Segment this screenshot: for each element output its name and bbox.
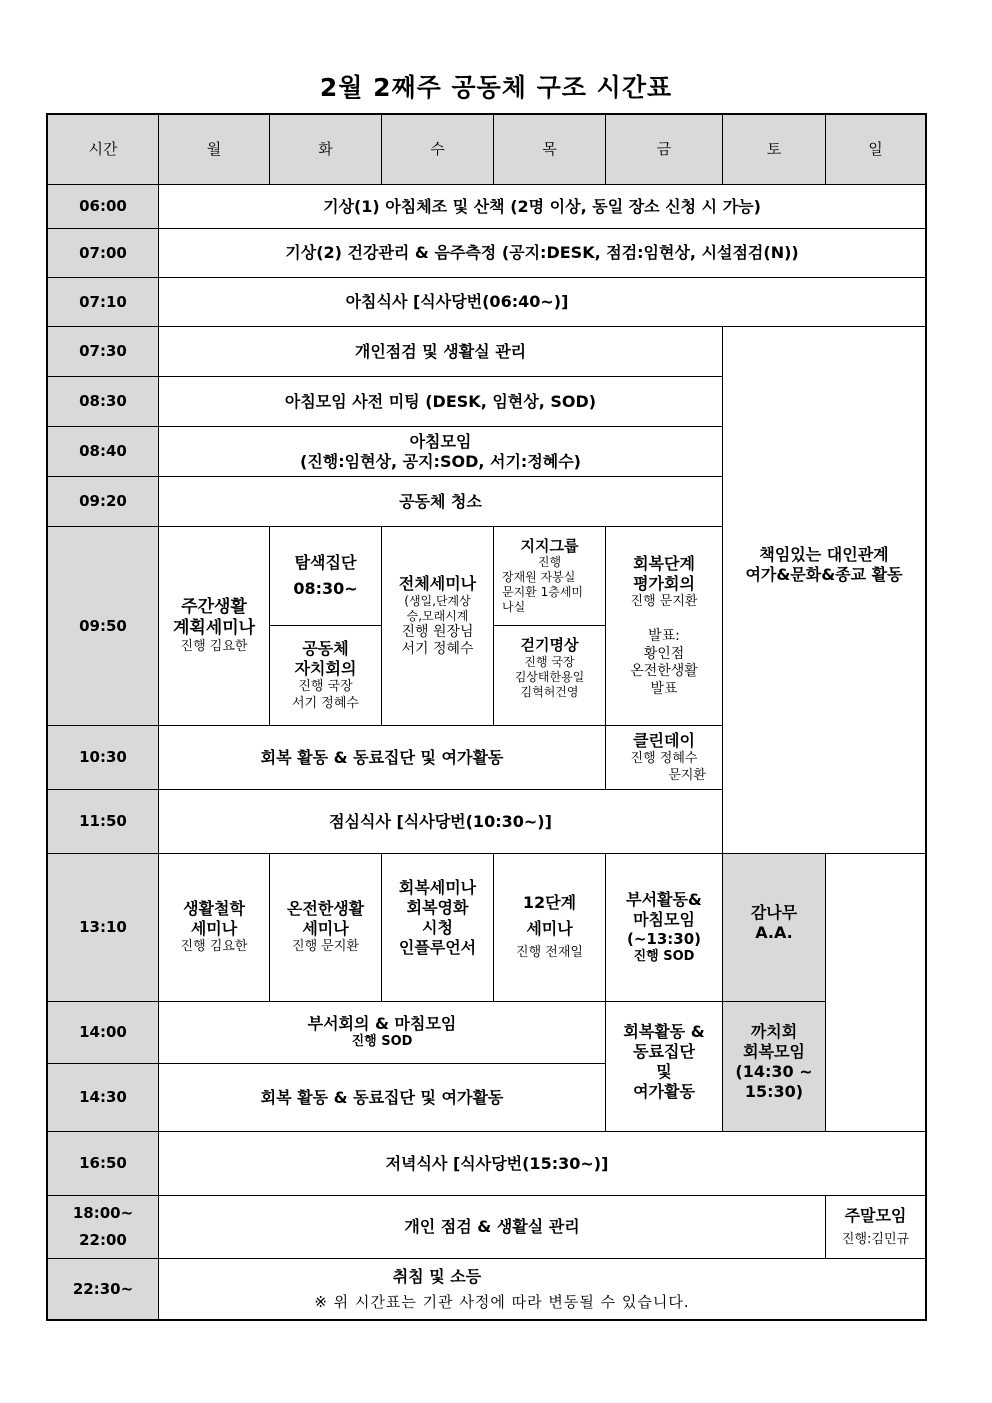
- cell-line: (14:30 ~: [735, 1061, 813, 1081]
- weekend-block-line2: 여가&문화&종교 활동: [745, 565, 903, 584]
- cell-1030-fri: [606, 726, 723, 790]
- cell-line: 장재원 자봉실: [502, 570, 576, 585]
- cell-line: 부서활동&: [626, 890, 702, 909]
- weekend-block: [723, 327, 925, 854]
- time-2230: 22:30~: [48, 1259, 159, 1319]
- cell-title: 걷기명상: [520, 636, 579, 655]
- cell-time: 08:30~: [293, 579, 358, 598]
- cell-1310-thu: [494, 854, 606, 1002]
- cell-title: 취침 및 소등: [392, 1266, 482, 1286]
- cell-title: 탐색집단: [294, 553, 357, 572]
- header-thu: 목: [494, 115, 606, 185]
- cell-line: 회복모임: [743, 1041, 805, 1061]
- cell-line: 회복영화: [406, 897, 469, 917]
- cell-title: 부서회의 & 마침모임: [307, 1014, 457, 1034]
- header-fri: 금: [606, 115, 723, 185]
- cell-line: A.A.: [755, 922, 793, 942]
- row-0710-activity: 아침식사 [식사당번(06:40~)]: [159, 278, 925, 327]
- header-sun: 일: [826, 115, 925, 185]
- cell-leader: 문지환: [668, 767, 706, 783]
- cell-leader: 진행 정혜수: [630, 751, 698, 767]
- time-1430: 14:30: [48, 1064, 159, 1132]
- cell-1310-sun-empty: [826, 854, 925, 1132]
- cell-leader: 진행 문지환: [292, 939, 359, 955]
- cell-line: 까치회: [750, 1021, 798, 1041]
- cell-present: 황인점: [643, 645, 685, 662]
- cell-title: 세미나: [302, 919, 349, 939]
- cell-line: 나실: [502, 600, 526, 615]
- cell-leader: 진행 SOD: [351, 1034, 413, 1050]
- cell-title: 주간생활: [181, 596, 247, 617]
- header-wed: 수: [382, 115, 494, 185]
- time-1150: 11:50: [48, 790, 159, 854]
- time-1400: 14:00: [48, 1002, 159, 1064]
- cell-leader: 진행 국장: [524, 654, 575, 669]
- cell-leader: 진행 김요한: [180, 939, 248, 955]
- cell-1400-sat: [723, 1002, 826, 1132]
- time-0920: 09:20: [48, 477, 159, 527]
- cell-leader: 진행: [537, 555, 562, 570]
- cell-0950-wed: [382, 527, 494, 726]
- cell-0950-tue-top: [270, 527, 382, 626]
- cell-present: 온전한생활: [630, 663, 698, 680]
- row-1400-activity: [159, 1002, 606, 1064]
- cell-leader: 진행 SOD: [633, 948, 695, 964]
- cell-0950-tue-bottom: [270, 626, 382, 726]
- cell-line: 인플루언서: [398, 937, 477, 957]
- cell-line: 회복활동 &: [623, 1021, 705, 1041]
- cell-1400-fri: [606, 1002, 723, 1132]
- cell-line: 여가활동: [633, 1081, 695, 1101]
- time-1310: 13:10: [48, 854, 159, 1002]
- cell-secretary: 서기 정혜수: [292, 695, 359, 711]
- cell-line: 동료집단: [633, 1041, 695, 1061]
- cell-present: 발표: [650, 680, 678, 697]
- cell-1310-fri: [606, 854, 723, 1002]
- cell-0950-fri: [606, 527, 723, 726]
- cell-line: 김상태한용일: [514, 669, 585, 684]
- cell-leader: 진행 전재일: [516, 945, 583, 961]
- weekend-block-line1: 책임있는 대인관계: [759, 545, 889, 564]
- cell-0950-thu-bottom: [494, 626, 606, 726]
- cell-line: (~13:30): [626, 930, 702, 948]
- cell-title: 12단계: [522, 893, 577, 913]
- header-mon: 월: [159, 115, 270, 185]
- time-1030: 10:30: [48, 726, 159, 790]
- row-1150-activity: 점심식사 [식사당번(10:30~)]: [159, 790, 723, 854]
- row-1650-activity: 저녁식사 [식사당번(15:30~)]: [159, 1132, 925, 1196]
- header-sat: 토: [723, 115, 826, 185]
- cell-line: 김혁허건영: [520, 684, 579, 699]
- row-0600-activity: 기상(1) 아침체조 및 산책 (2명 이상, 동일 장소 신청 시 가능): [159, 185, 925, 229]
- cell-title: 클린데이: [633, 731, 695, 751]
- cell-line: 마침모임: [633, 910, 695, 929]
- header-tue: 화: [270, 115, 382, 185]
- time-0730: 07:30: [48, 327, 159, 377]
- cell-title: 공동체: [302, 639, 349, 659]
- cell-line: 시청: [422, 917, 453, 937]
- time-0710: 07:10: [48, 278, 159, 327]
- time-1800: [48, 1196, 159, 1259]
- cell-line: 문지환 1층세미: [502, 585, 584, 600]
- cell-present-label: 발표:: [648, 628, 680, 645]
- row-0920-activity: 공동체 청소: [159, 477, 723, 527]
- cell-title: 지지그룹: [520, 536, 579, 555]
- row-0700-activity: 기상(2) 건강관리 & 음주측정 (공지:DESK, 점검:임현상, 시설점검(N)): [159, 229, 925, 278]
- cell-title: 생활철학: [183, 899, 245, 919]
- header-time: 시간: [48, 115, 159, 185]
- cell-0950-thu-top: [494, 527, 606, 626]
- time-0700: 07:00: [48, 229, 159, 278]
- time-0830: 08:30: [48, 377, 159, 427]
- cell-1310-sat: [723, 854, 826, 1002]
- row-0840-activity: [159, 427, 723, 477]
- cell-title: 평가회의: [633, 573, 695, 593]
- row-1800-activity: 개인 점검 & 생활실 관리: [159, 1196, 826, 1259]
- cell-1310-mon: [159, 854, 270, 1002]
- time-0840: 08:40: [48, 427, 159, 477]
- time-0950: 09:50: [48, 527, 159, 726]
- cell-title: 계획세미나: [172, 617, 256, 638]
- row-0730-activity: 개인점검 및 생활실 관리: [159, 327, 723, 377]
- time-0600: 06:00: [48, 185, 159, 229]
- row-0840-title: 아침모임: [409, 431, 472, 451]
- row-2230-activity: [159, 1259, 925, 1319]
- schedule-table: [46, 113, 927, 1321]
- cell-title: 주말모임: [844, 1205, 907, 1225]
- time-1800-start: 18:00~: [72, 1204, 134, 1223]
- cell-title: 세미나: [526, 919, 573, 939]
- cell-leader: 진행 원장님: [401, 623, 474, 640]
- cell-leader: 진행 김요한: [180, 639, 248, 655]
- cell-line: 회복세미나: [398, 877, 477, 897]
- cell-leader: 진행 국장: [298, 679, 353, 695]
- cell-line: 및: [656, 1061, 672, 1081]
- cell-leader: 진행 문지환: [630, 593, 698, 609]
- row-1430-activity: 회복 활동 & 동료집단 및 여가활동: [159, 1064, 606, 1132]
- row-0830-activity: 아침모임 사전 미팅 (DESK, 임현상, SOD): [159, 377, 723, 427]
- cell-0950-mon: [159, 527, 270, 726]
- cell-title: 세미나: [190, 919, 238, 939]
- cell-sub: 승,모래시계: [406, 608, 469, 623]
- cell-title: 회복단계: [633, 553, 695, 573]
- cell-sub: (생일,단계상: [404, 593, 471, 608]
- cell-1800-sun: [826, 1196, 925, 1259]
- cell-line: 감나무: [750, 902, 798, 922]
- cell-title: 온전한생활: [286, 899, 365, 919]
- schedule-note: ※ 위 시간표는 기관 사정에 따라 변동될 수 있습니다.: [314, 1292, 690, 1311]
- row-0840-detail: (진행:임현상, 공지:SOD, 서기:정혜수): [300, 451, 581, 471]
- cell-1310-wed: [382, 854, 494, 1002]
- time-1800-end: 22:00: [79, 1231, 127, 1249]
- cell-title: 자치회의: [294, 659, 357, 679]
- cell-line: 15:30): [744, 1081, 804, 1101]
- page-title: 2월 2째주 공동체 구조 시간표: [319, 73, 673, 102]
- cell-leader: 진행:김민규: [841, 1231, 910, 1247]
- cell-1310-tue: [270, 854, 382, 1002]
- row-1030-activity: 회복 활동 & 동료집단 및 여가활동: [159, 726, 606, 790]
- cell-title: 전체세미나: [398, 573, 477, 593]
- cell-secretary: 서기 정혜수: [401, 641, 474, 657]
- time-1650: 16:50: [48, 1132, 159, 1196]
